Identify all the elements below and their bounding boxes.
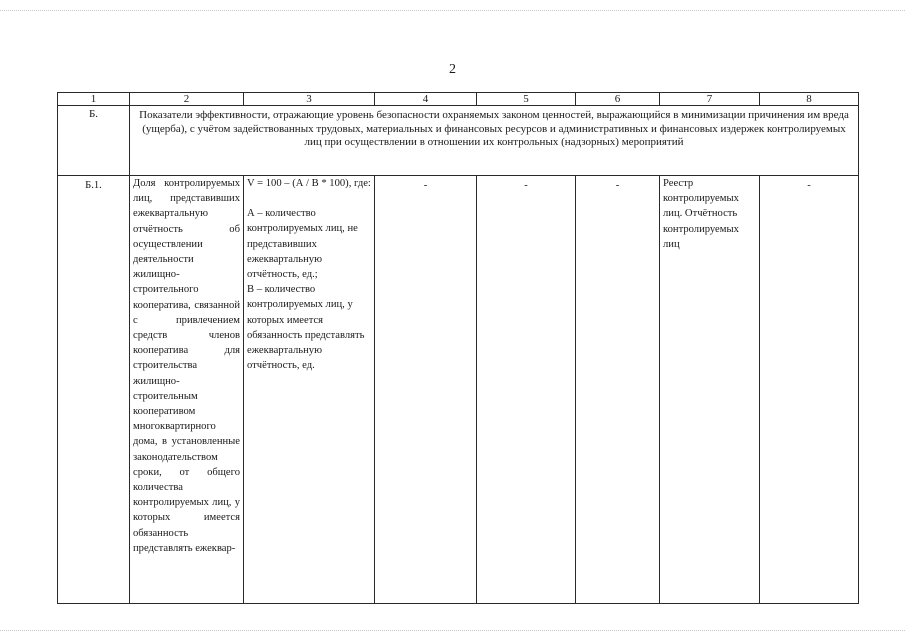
col8-value: - [760, 176, 859, 604]
column-number-4: 4 [375, 93, 477, 106]
column-number-8: 8 [760, 93, 859, 106]
column-number-row [58, 93, 859, 106]
indicators-table [57, 92, 859, 604]
section-code: Б. [58, 106, 130, 176]
indicator-name: Доля контролируемых лиц, представивших ежеквартальную отчётность об осуществлении деятельности жилищно-строительного кооператива, связанной с привлечением средств членов кооператива для строительства жилищно-строительным кооперативом многоквартирного дома, в установленные законодательством сроки, от общего количества контролируемых лиц, у которых имеется обязанность представлять ежеквар- [130, 176, 244, 604]
col4-value: - [375, 176, 477, 604]
column-number-7: 7 [660, 93, 760, 106]
table-row [58, 176, 859, 604]
column-number-3: 3 [244, 93, 375, 106]
formula-variable-b: В – количество контролируемых лиц, у которых имеется обязанность представлять ежеквартальную отчётность, ед. [247, 284, 365, 372]
column-number-2: 2 [130, 93, 244, 106]
formula-variable-a: А – количество контролируемых лиц, не представивших ежеквартальную отчётность, ед.; [247, 208, 358, 281]
column-number-5: 5 [477, 93, 576, 106]
row-code: Б.1. [58, 176, 130, 604]
col6-value: - [576, 176, 660, 604]
col5-value: - [477, 176, 576, 604]
scan-artifact-bottom [0, 630, 905, 632]
column-number-1: 1 [58, 93, 130, 106]
column-number-6: 6 [576, 93, 660, 106]
section-title: Показатели эффективности, отражающие уровень безопасности охраняемых законом ценностей, выражающийся в минимизации причинения им вреда (ущерба), с учётом задействованных трудовых, материальных и финансовых ресурсов и административных и финансовых издержек контролируемых лиц при осуществлении в отношении их контрольных (надзорных) мероприятий [130, 106, 859, 176]
section-row [58, 106, 859, 176]
page-number: 2 [449, 62, 456, 77]
formula-line: V = 100 – (А / В * 100), где: [247, 178, 371, 189]
calculation-formula [244, 176, 375, 604]
scan-artifact-top [0, 10, 905, 12]
data-source: Реестр контролируемых лиц. Отчётность контролируемых лиц [660, 176, 760, 604]
